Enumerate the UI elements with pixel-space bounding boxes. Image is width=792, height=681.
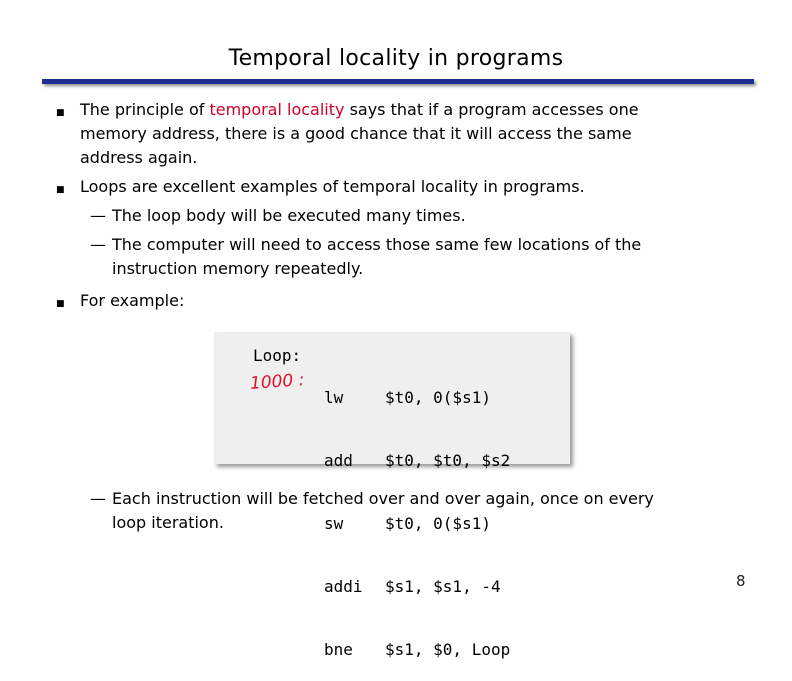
bullet-2-sub-2-line-2: instruction memory repeatedly. <box>112 259 364 278</box>
bullet-3-text: For example: <box>80 291 185 310</box>
bullet-1-line-3: address again. <box>80 148 198 167</box>
code-op: lw <box>324 388 344 407</box>
bullet-marker: ■ <box>56 299 65 309</box>
code-opcodes <box>324 345 363 681</box>
title-underline <box>42 79 754 84</box>
dash-marker: — <box>90 489 106 508</box>
bullet-1-line-2: memory address, there is a good chance that it will access the same <box>80 124 632 143</box>
code-args <box>385 345 510 681</box>
code-label-loop: Loop: <box>253 346 302 365</box>
bullet-marker: ■ <box>56 185 65 195</box>
handwritten-address-annotation: 1000 : <box>249 370 306 394</box>
bullet-marker: ■ <box>56 108 65 118</box>
code-op: sw <box>324 514 344 533</box>
bullet-1-post: says that if a program accesses one <box>344 100 639 119</box>
code-arg: $s1, $0, Loop <box>385 640 511 659</box>
bullet-1-line-1 <box>80 98 720 122</box>
bullet-2-text: Loops are excellent examples of temporal locality in programs. <box>80 177 585 196</box>
bullet-2-sub-2-line-1: The computer will need to access those same few locations of the <box>112 235 642 254</box>
bullet-2-sub-1: The loop body will be executed many times. <box>112 206 466 225</box>
code-arg: $t0, 0($s1) <box>385 388 491 407</box>
bullet-1-text <box>80 98 720 170</box>
bullet-2-sub-2 <box>112 233 732 281</box>
slide-title: Temporal locality in programs <box>228 46 564 71</box>
code-arg: $s1, $s1, -4 <box>385 577 501 596</box>
code-op: add <box>324 451 353 470</box>
code-op: bne <box>324 640 353 659</box>
temporal-locality-highlight: temporal locality <box>209 100 345 119</box>
dash-marker: — <box>90 206 106 225</box>
dash-marker: — <box>90 235 106 254</box>
code-arg: $t0, 0($s1) <box>385 514 491 533</box>
final-sub-line-2: loop iteration. <box>112 513 224 532</box>
final-sub-line-1: Each instruction will be fetched over and over again, once on every <box>112 489 654 508</box>
page-number: 8 <box>736 572 746 590</box>
bullet-1-pre: The principle of <box>80 100 210 119</box>
code-arg: $t0, $t0, $s2 <box>385 451 511 470</box>
code-op: addi <box>324 577 363 596</box>
